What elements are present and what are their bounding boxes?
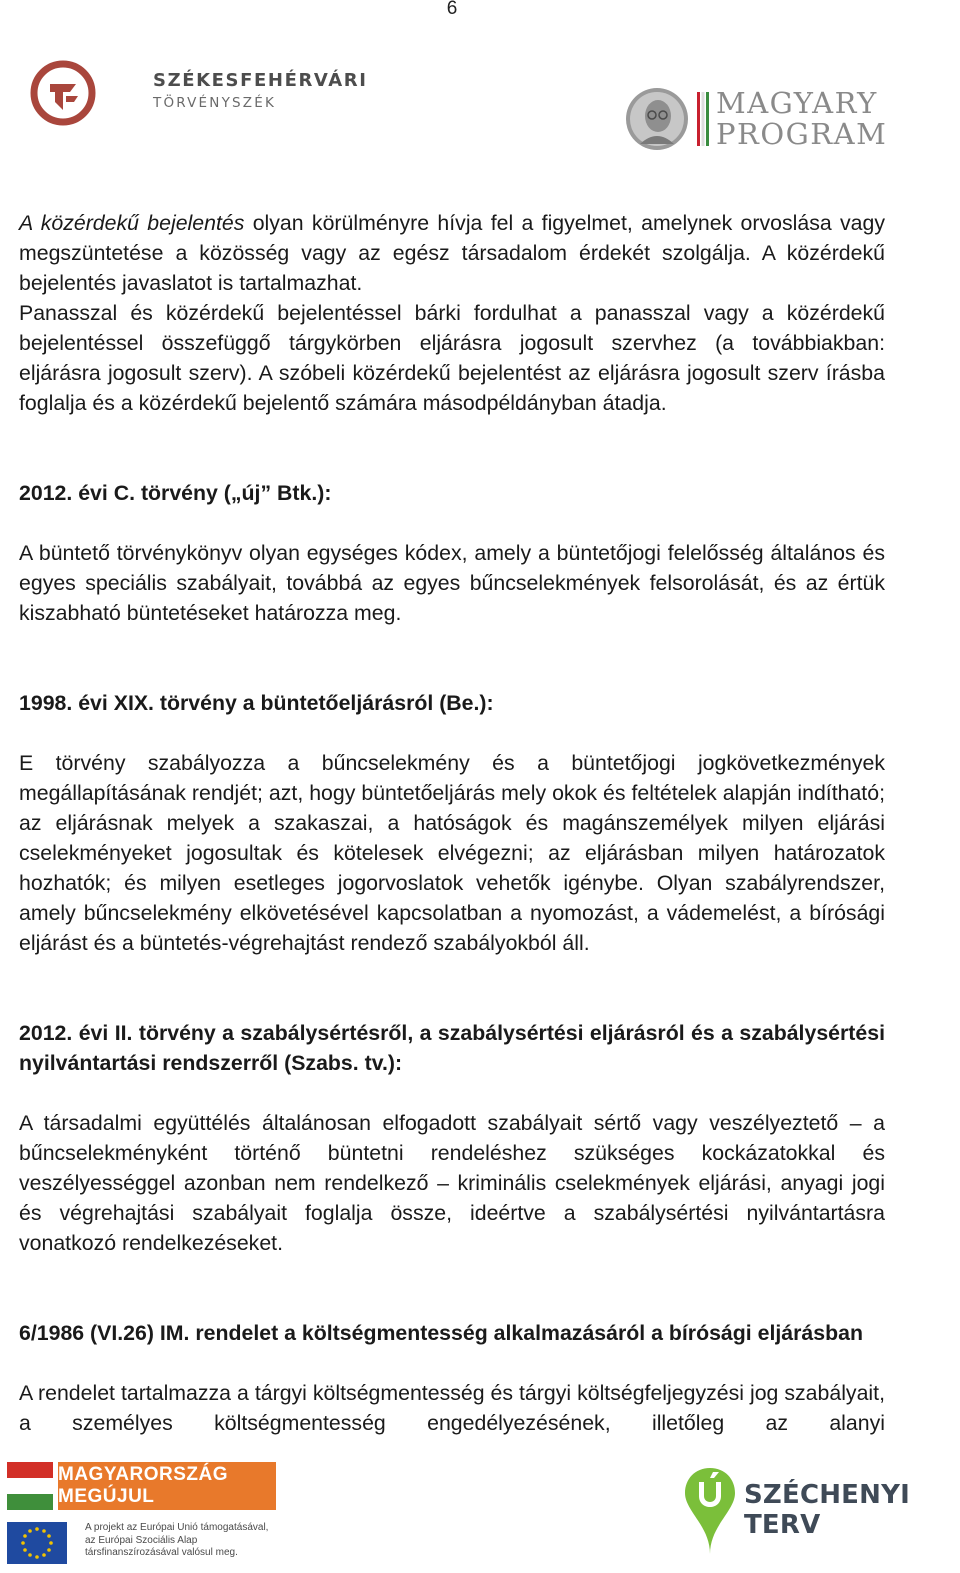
eu-notice-line-3: társfinanszírozásával valósul meg. (85, 1547, 238, 1558)
eu-funding-notice (85, 1522, 285, 1560)
magyarorszag-megujul-banner (58, 1462, 276, 1510)
eu-notice-line-2: az Európai Szociális Alap (85, 1534, 198, 1546)
intro-term: A közérdekű bejelentés (19, 211, 245, 235)
magyary-line-2: PROGRAM (716, 117, 888, 151)
magyary-line-1: MAGYARY (716, 86, 878, 120)
heading-be: 1998. évi XIX. törvény a büntetőeljárásról (Be.): (19, 691, 494, 715)
hungarian-colors-bars-icon (697, 92, 709, 146)
hungarian-flag-icon (7, 1462, 53, 1510)
heading-btk: 2012. évi C. törvény („új” Btk.): (19, 481, 332, 505)
page-number: 6 (446, 0, 458, 19)
be-paragraph: E törvény szabályozza a bűncselekmény és a büntetőjogi jogkövetkezmények megállapításának rendjét; azt, hogy büntetőeljárás mely okok és feltételek alapján indítható; az eljárásnak melyek a szakaszai, a hatóságok és magánszemélyek milyen eljárási cselekményeket jogosultak és kötelesek elvégezni; az eljárásban milyen határozatok hozhatók; és milyen esetleges jogorvoslatok vehetők igénybe. Olyan szabályrendszer, amely bűncselekmény elkövetésével kapcsolatban a nyomozást, a vádemelést, a bírósági eljárást és a büntetés-végrehajtást rendező szabályokból áll. (19, 751, 885, 955)
szabs-paragraph: A társadalmi együttélés általánosan elfogadott szabályait sértő vagy veszélyeztető – a bűncselekményként történő büntetni rendeléshez szükséges kockázatokkal és veszélyességgel azonban nem rendelkező – kriminális cselekmények eljárási, anyagi jogi és végrehajtási szabályait foglalja össze, ideértve a szabálysértési nyilvántartásra vonatkozó rendelkezéseket. (19, 1111, 885, 1255)
court-logo-text (153, 70, 368, 111)
szechenyi-terv-emblem-icon (683, 1466, 737, 1556)
court-subtitle: TÖRVÉNYSZÉK (153, 95, 277, 111)
magyary-portrait-icon (624, 86, 690, 152)
magyary-program-logo-text (716, 88, 887, 150)
eu-flag-icon (7, 1522, 67, 1564)
heading-szabs: 2012. évi II. törvény a szabálysértésről, a szabálysértési eljárásról és a szabálysértési nyilvántartási rendszerről (Szabs. tv.): (19, 1021, 885, 1075)
btk-paragraph: A büntető törvénykönyv olyan egységes kódex, amely a büntetőjogi felelősség általános és egyes speciális szabályait, továbbá az egyes bűncselekmények felsorolását, és az értük kiszabható büntetéseket határozza meg. (19, 541, 885, 625)
intro-paragraph (19, 208, 885, 298)
eu-notice-line-1: A projekt az Európai Unió támogatásával, (85, 1522, 269, 1533)
megujul-text: MAGYARORSZÁG MEGÚJUL (58, 1464, 228, 1507)
document-body (19, 208, 885, 1438)
court-emblem-icon (30, 60, 96, 126)
intro-text: olyan körülményre hívja fel a figyelmet, amelynek orvoslása vagy megszüntetése a közösség vagy az egész társadalom érdekét szolgálja. A közérdekű bejelentés javaslatot is tartalmazhat. (19, 211, 885, 295)
court-name: SZÉKESFEHÉRVÁRI (153, 70, 368, 91)
complaint-paragraph: Panasszal és közérdekű bejelentéssel bárki fordulhat a panasszal vagy a közérdekű bejelentéssel összefüggő tárgykörben eljárásra jogosult szervhez (a továbbiakban: eljárásra jogosult szerv). A szóbeli közérdekű bejelentést az eljárásra jogosult szerv írásba foglalja és a közérdekű bejelentő számára másodpéldányban átadja. (19, 301, 885, 415)
szechenyi-terv-text: SZÉCHENYI TERV (744, 1480, 911, 1540)
heading-im: 6/1986 (VI.26) IM. rendelet a költségmentesség alkalmazásáról a bírósági eljárásban (19, 1321, 863, 1345)
im-paragraph: A rendelet tartalmazza a tárgyi költségmentesség és tárgyi költségfeljegyzési jog szabályait, a személyes költségmentesség engedélyezésének, illetőleg az alanyi (19, 1381, 885, 1435)
